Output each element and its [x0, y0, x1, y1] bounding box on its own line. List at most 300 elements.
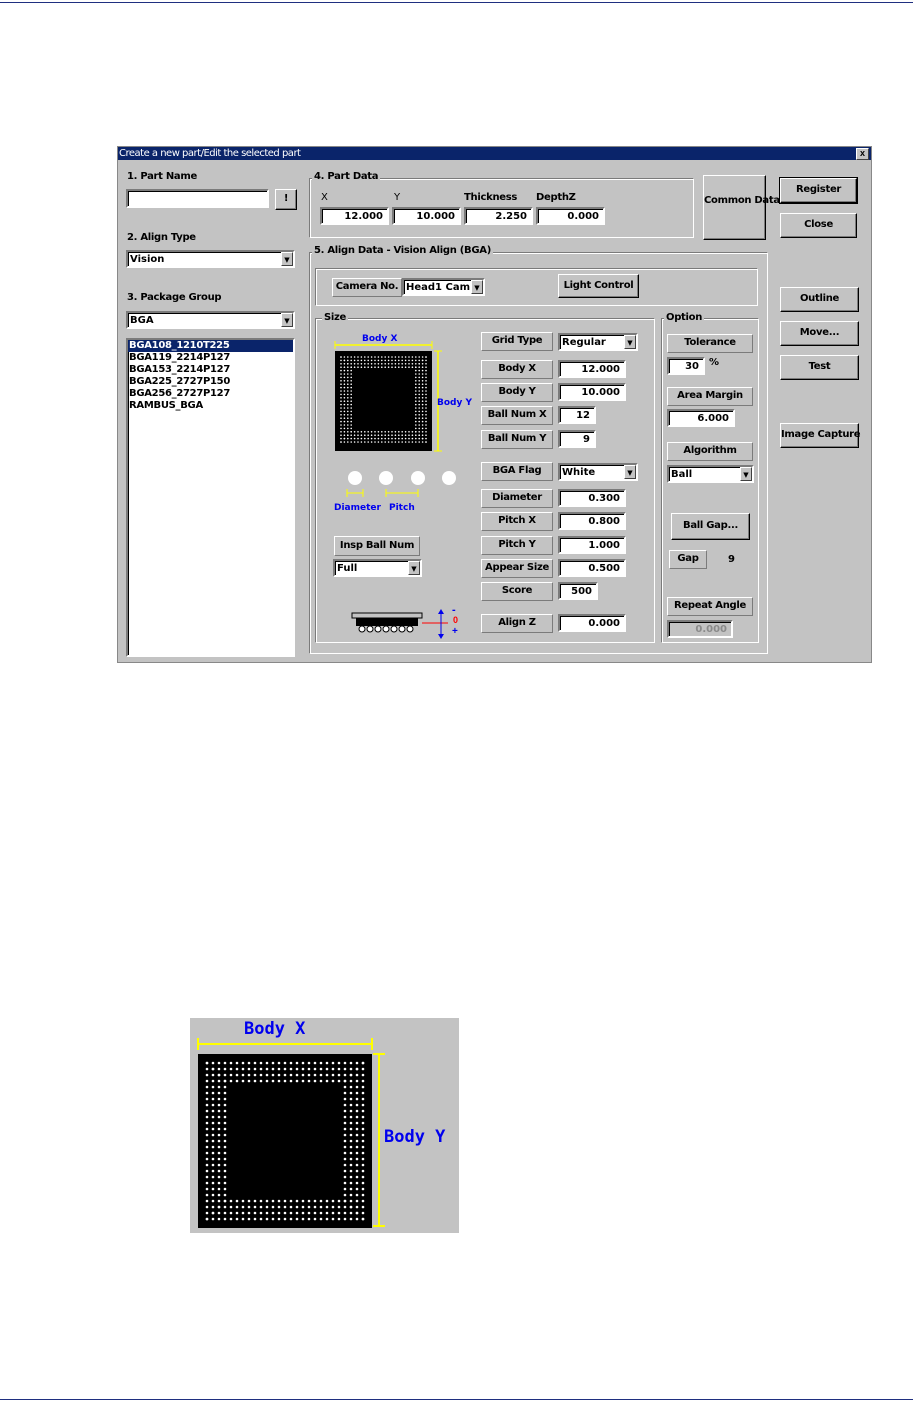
- ball-dot: [344, 1116, 347, 1119]
- package-list-item[interactable]: BGA256_2727P127: [129, 388, 230, 399]
- ball-pitch-diagram: [334, 467, 464, 501]
- ball-dot: [361, 431, 363, 433]
- ball-dot: [212, 1110, 215, 1113]
- ball-dot: [344, 434, 346, 436]
- ball-dot: [415, 400, 417, 402]
- ball-dot: [302, 1218, 305, 1221]
- ball-dot: [206, 1194, 209, 1197]
- ball-dot: [224, 1206, 227, 1209]
- ball-dot: [206, 1080, 209, 1083]
- ball-dot: [398, 356, 400, 358]
- ball-dot: [218, 1176, 221, 1179]
- ball-dot: [418, 421, 420, 423]
- ball-dot: [415, 421, 417, 423]
- camera-no-label: Camera No.: [332, 278, 402, 297]
- ball-dot: [344, 431, 346, 433]
- insp-ball-num-select[interactable]: [333, 559, 422, 577]
- ball-dot: [320, 1206, 323, 1209]
- grid-type-label: Grid Type: [481, 332, 553, 351]
- ball-dot: [401, 356, 403, 358]
- part-name-input[interactable]: [126, 189, 269, 208]
- ball-num-x-input[interactable]: 12: [558, 406, 596, 424]
- package-list-item[interactable]: BGA119_2214P127: [129, 352, 230, 363]
- ball-dot: [362, 1086, 365, 1089]
- ball-dot: [350, 1188, 353, 1191]
- part-data-depthz-input[interactable]: 0.000: [536, 207, 605, 225]
- ball-dot: [362, 1104, 365, 1107]
- ball-dot: [340, 387, 342, 389]
- gap-label: Gap: [669, 550, 707, 569]
- ball-dot: [378, 441, 380, 443]
- ball-dot: [362, 1092, 365, 1095]
- ball-dot: [405, 363, 407, 365]
- ball-dot: [344, 407, 346, 409]
- ball-dot: [425, 400, 427, 402]
- ball-dot: [314, 1218, 317, 1221]
- size-body-x-label: Body X: [362, 334, 398, 344]
- ball-dot: [242, 1080, 245, 1083]
- align-z-label: Align Z: [481, 614, 553, 633]
- ball-gap-button[interactable]: Ball Gap...: [671, 513, 750, 540]
- ball-dot: [418, 431, 420, 433]
- part-data-y-input[interactable]: 10.000: [392, 207, 461, 225]
- ball-dot: [206, 1152, 209, 1155]
- ball-dot: [418, 397, 420, 399]
- image-capture-button[interactable]: Image Capture: [780, 423, 859, 448]
- ball-dot: [347, 363, 349, 365]
- ball-dot: [344, 1086, 347, 1089]
- ball-dot: [206, 1062, 209, 1065]
- ball-dot: [344, 1170, 347, 1173]
- ball-dot: [350, 363, 352, 365]
- ball-dot: [356, 1182, 359, 1185]
- ball-dot: [356, 1176, 359, 1179]
- ball-dot: [248, 1074, 251, 1077]
- ball-dot: [254, 1200, 257, 1203]
- ball-dot: [290, 1074, 293, 1077]
- ball-dot: [418, 394, 420, 396]
- outline-button[interactable]: Outline: [780, 287, 859, 312]
- tolerance-input[interactable]: 30: [667, 357, 705, 375]
- ball-dot: [357, 438, 359, 440]
- ball-dot: [340, 390, 342, 392]
- ball-dot: [340, 356, 342, 358]
- ball-dot: [356, 1218, 359, 1221]
- ball-dot: [357, 441, 359, 443]
- ball-icon: [411, 471, 425, 485]
- ball-dot: [260, 1074, 263, 1077]
- side-ball: [391, 626, 397, 632]
- ball-dot: [326, 1200, 329, 1203]
- ball-dot: [405, 434, 407, 436]
- ball-dot: [415, 370, 417, 372]
- ball-dot: [296, 1200, 299, 1203]
- ball-dot: [242, 1068, 245, 1071]
- ball-dot: [338, 1068, 341, 1071]
- ball-dot: [344, 1092, 347, 1095]
- ball-dot: [422, 363, 424, 365]
- ball-dot: [418, 414, 420, 416]
- ball-dot: [344, 1188, 347, 1191]
- ball-dot: [236, 1062, 239, 1065]
- ball-dot: [350, 400, 352, 402]
- ball-num-y-label: Ball Num Y: [481, 430, 553, 449]
- common-data-label: Common Data: [704, 195, 780, 206]
- ball-dot: [212, 1182, 215, 1185]
- ball-dot: [415, 424, 417, 426]
- ball-dot: [296, 1212, 299, 1215]
- ball-dot: [340, 411, 342, 413]
- ball-dot: [398, 431, 400, 433]
- ball-dot: [378, 366, 380, 368]
- ball-dot: [391, 356, 393, 358]
- ball-dot: [422, 356, 424, 358]
- ball-dot: [340, 428, 342, 430]
- ball-dot: [344, 1146, 347, 1149]
- ball-dot: [266, 1062, 269, 1065]
- ball-dot: [425, 438, 427, 440]
- ball-dot: [347, 370, 349, 372]
- ball-dot: [278, 1206, 281, 1209]
- ball-dot: [412, 360, 414, 362]
- appear-size-label: Appear Size: [481, 559, 553, 578]
- package-group-select[interactable]: [126, 311, 295, 329]
- ball-dot: [248, 1080, 251, 1083]
- ball-dot: [362, 1134, 365, 1137]
- ball-dot: [340, 424, 342, 426]
- ball-dot: [284, 1200, 287, 1203]
- score-input[interactable]: 500: [558, 582, 598, 600]
- ball-dot: [218, 1152, 221, 1155]
- ball-dot: [350, 1194, 353, 1197]
- ball-dot: [212, 1158, 215, 1161]
- ball-dot: [218, 1110, 221, 1113]
- ball-dot: [340, 394, 342, 396]
- ball-dot: [206, 1188, 209, 1191]
- ball-dot: [212, 1086, 215, 1089]
- ball-dot: [314, 1200, 317, 1203]
- part-name-browse-button[interactable]: !: [275, 189, 297, 210]
- algorithm-select[interactable]: [667, 465, 754, 483]
- ball-dot: [422, 431, 424, 433]
- ball-dot: [332, 1074, 335, 1077]
- ball-dot: [354, 366, 356, 368]
- ball-dot: [302, 1062, 305, 1065]
- ball-dot: [405, 360, 407, 362]
- ball-dot: [242, 1218, 245, 1221]
- ball-dot: [362, 1116, 365, 1119]
- ball-dot: [415, 441, 417, 443]
- appear-size-input[interactable]: 0.500: [558, 559, 626, 577]
- ball-dot: [314, 1080, 317, 1083]
- ball-dot: [344, 387, 346, 389]
- ball-dot: [236, 1206, 239, 1209]
- size-body-y-label: Body Y: [437, 398, 473, 408]
- ball-dot: [362, 1128, 365, 1131]
- align-z-input[interactable]: 0.000: [558, 614, 626, 632]
- ball-dot: [401, 431, 403, 433]
- ball-dot: [415, 377, 417, 379]
- ball-dot: [350, 1080, 353, 1083]
- ball-dot: [408, 356, 410, 358]
- ball-dot: [212, 1104, 215, 1107]
- light-control-button[interactable]: Light Control: [558, 274, 639, 298]
- ball-dot: [374, 363, 376, 365]
- ball-dot: [418, 360, 420, 362]
- grid-type-select[interactable]: [558, 333, 638, 351]
- ball-dot: [401, 366, 403, 368]
- ball-dot: [422, 424, 424, 426]
- ball-dot: [425, 434, 427, 436]
- ball-dot: [357, 366, 359, 368]
- side-ball: [375, 626, 381, 632]
- ball-dot: [344, 390, 346, 392]
- ball-dot: [224, 1218, 227, 1221]
- ball-dot: [224, 1176, 227, 1179]
- ball-dot: [338, 1080, 341, 1083]
- ball-dot: [356, 1140, 359, 1143]
- ball-dot: [384, 431, 386, 433]
- ball-dot: [338, 1200, 341, 1203]
- close-window-button[interactable]: x: [856, 148, 869, 160]
- package-list-item[interactable]: BGA225_2727P150: [129, 376, 230, 387]
- ball-dot: [350, 1092, 353, 1095]
- ball-dot: [356, 1128, 359, 1131]
- ball-dot: [350, 434, 352, 436]
- close-button[interactable]: Close: [780, 213, 857, 238]
- ball-dot: [418, 356, 420, 358]
- ball-dot: [212, 1080, 215, 1083]
- ball-dot: [344, 1110, 347, 1113]
- chevron-down-icon[interactable]: ▼: [740, 467, 752, 481]
- chevron-down-icon[interactable]: ▼: [408, 561, 420, 575]
- ball-dot: [364, 438, 366, 440]
- ball-dot: [344, 1134, 347, 1137]
- ball-dot: [354, 441, 356, 443]
- ball-dot: [408, 438, 410, 440]
- ball-dot: [398, 360, 400, 362]
- ball-dot: [422, 411, 424, 413]
- move-button[interactable]: Move...: [780, 321, 859, 346]
- ball-dot: [350, 428, 352, 430]
- ball-dot: [374, 431, 376, 433]
- ball-dot: [347, 356, 349, 358]
- ball-dot: [344, 1140, 347, 1143]
- ball-dot: [206, 1104, 209, 1107]
- chevron-down-icon[interactable]: ▼: [281, 252, 293, 266]
- ball-dot: [401, 363, 403, 365]
- enlarged-body-x-label: Body X: [244, 1019, 306, 1039]
- ball-dot: [347, 366, 349, 368]
- bga-flag-select[interactable]: [558, 463, 638, 481]
- ball-dot: [367, 431, 369, 433]
- ball-dot: [212, 1074, 215, 1077]
- diameter-input[interactable]: 0.300: [558, 489, 626, 507]
- ball-dot: [347, 417, 349, 419]
- ball-dot: [340, 407, 342, 409]
- ball-dot: [326, 1080, 329, 1083]
- side-ball: [399, 626, 405, 632]
- ball-dot: [224, 1098, 227, 1101]
- ball-dot: [371, 360, 373, 362]
- ball-dot: [384, 363, 386, 365]
- part-data-x-input[interactable]: 12.000: [320, 207, 389, 225]
- package-list-item[interactable]: RAMBUS_BGA: [129, 400, 203, 411]
- body-y-label: Body Y: [481, 383, 553, 402]
- align-type-label: 2. Align Type: [127, 232, 196, 243]
- ball-dot: [391, 434, 393, 436]
- ball-dot: [212, 1218, 215, 1221]
- package-list[interactable]: [126, 338, 295, 657]
- body-x-input[interactable]: 12.000: [558, 360, 626, 378]
- ball-dot: [412, 441, 414, 443]
- ball-dot: [395, 441, 397, 443]
- ball-dot: [224, 1152, 227, 1155]
- ball-dot: [422, 407, 424, 409]
- ball-dot: [230, 1206, 233, 1209]
- ball-dot: [422, 390, 424, 392]
- ball-dot: [347, 360, 349, 362]
- ball-dot: [314, 1212, 317, 1215]
- score-label: Score: [481, 582, 553, 601]
- body-y-input[interactable]: 10.000: [558, 383, 626, 401]
- ball-dot: [388, 438, 390, 440]
- ball-dot: [218, 1158, 221, 1161]
- ball-dot: [354, 434, 356, 436]
- ball-dot: [347, 390, 349, 392]
- ball-dot: [374, 360, 376, 362]
- ball-dot: [356, 1122, 359, 1125]
- pitch-x-input[interactable]: 0.800: [558, 512, 626, 530]
- package-list-item[interactable]: BGA153_2214P127: [129, 364, 230, 375]
- ball-dot: [212, 1170, 215, 1173]
- ball-dot: [415, 387, 417, 389]
- ball-dot: [347, 387, 349, 389]
- ball-dot: [340, 363, 342, 365]
- ball-dot: [206, 1074, 209, 1077]
- area-margin-input[interactable]: 6.000: [667, 409, 735, 427]
- ball-dot: [260, 1068, 263, 1071]
- ball-dot: [218, 1080, 221, 1083]
- ball-dot: [415, 431, 417, 433]
- test-button[interactable]: Test: [780, 355, 859, 380]
- common-data-button[interactable]: [703, 175, 780, 240]
- ball-dot: [364, 441, 366, 443]
- ball-dot: [340, 373, 342, 375]
- ball-dot: [212, 1134, 215, 1137]
- ball-dot: [362, 1074, 365, 1077]
- ball-dot: [415, 380, 417, 382]
- ball-dot: [418, 438, 420, 440]
- ball-dot: [212, 1092, 215, 1095]
- package-list-item[interactable]: BGA108_1210T225: [128, 340, 293, 352]
- ball-dot: [302, 1212, 305, 1215]
- side-view-diagram: [350, 607, 465, 647]
- ball-dot: [350, 1110, 353, 1113]
- ball-dot: [418, 411, 420, 413]
- ball-dot: [340, 377, 342, 379]
- ball-dot: [266, 1080, 269, 1083]
- align-type-select[interactable]: [126, 250, 295, 268]
- ball-dot: [338, 1074, 341, 1077]
- ball-dot: [361, 360, 363, 362]
- ball-dot: [354, 360, 356, 362]
- ball-dot: [206, 1158, 209, 1161]
- ball-num-y-input[interactable]: 9: [558, 430, 596, 448]
- ball-dot: [415, 366, 417, 368]
- ball-dot: [422, 414, 424, 416]
- chevron-down-icon[interactable]: ▼: [624, 465, 636, 479]
- ball-dot: [218, 1182, 221, 1185]
- ball-dot: [350, 421, 352, 423]
- ball-dot: [218, 1164, 221, 1167]
- ball-dot: [344, 414, 346, 416]
- ball-dot: [408, 434, 410, 436]
- ball-dot: [381, 363, 383, 365]
- chevron-down-icon[interactable]: ▼: [471, 280, 483, 294]
- ball-dot: [254, 1212, 257, 1215]
- ball-dot: [344, 397, 346, 399]
- ball-dot: [374, 434, 376, 436]
- ball-dot: [356, 1116, 359, 1119]
- chevron-down-icon[interactable]: ▼: [624, 335, 636, 349]
- ball-dot: [418, 366, 420, 368]
- ball-dot: [378, 431, 380, 433]
- ball-dot: [362, 1194, 365, 1197]
- ball-dot: [332, 1212, 335, 1215]
- ball-dot: [332, 1218, 335, 1221]
- ball-dot: [425, 414, 427, 416]
- register-button[interactable]: Register: [780, 178, 857, 203]
- ball-dot: [308, 1212, 311, 1215]
- ball-dot: [206, 1206, 209, 1209]
- pitch-y-input[interactable]: 1.000: [558, 536, 626, 554]
- ball-dot: [362, 1098, 365, 1101]
- repeat-angle-input: 0.000: [667, 620, 733, 638]
- ball-dot: [266, 1074, 269, 1077]
- ball-dot: [332, 1062, 335, 1065]
- ball-dot: [344, 1206, 347, 1209]
- ball-dot: [347, 441, 349, 443]
- align-type-value: Vision: [130, 254, 165, 265]
- ball-dot: [350, 1122, 353, 1125]
- ball-dot: [266, 1212, 269, 1215]
- ball-dot: [356, 1200, 359, 1203]
- ball-dot: [367, 360, 369, 362]
- ball-dot: [272, 1074, 275, 1077]
- part-data-thickness-input[interactable]: 2.250: [464, 207, 533, 225]
- ball-dot: [350, 1170, 353, 1173]
- ball-dot: [347, 414, 349, 416]
- ball-dot: [218, 1116, 221, 1119]
- ball-dot: [374, 438, 376, 440]
- ball-dot: [230, 1080, 233, 1083]
- ball-dot: [350, 1068, 353, 1071]
- insp-ball-num-value: Full: [337, 563, 358, 574]
- ball-dot: [344, 377, 346, 379]
- ball-dot: [361, 356, 363, 358]
- ball-dot: [248, 1218, 251, 1221]
- ball-dot: [378, 438, 380, 440]
- ball-dot: [344, 411, 346, 413]
- ball-dot: [206, 1122, 209, 1125]
- ball-dot: [218, 1194, 221, 1197]
- camera-select[interactable]: [402, 278, 485, 296]
- ball-dot: [344, 380, 346, 382]
- chevron-down-icon[interactable]: ▼: [281, 313, 293, 327]
- ball-dot: [415, 417, 417, 419]
- ball-dot: [362, 1188, 365, 1191]
